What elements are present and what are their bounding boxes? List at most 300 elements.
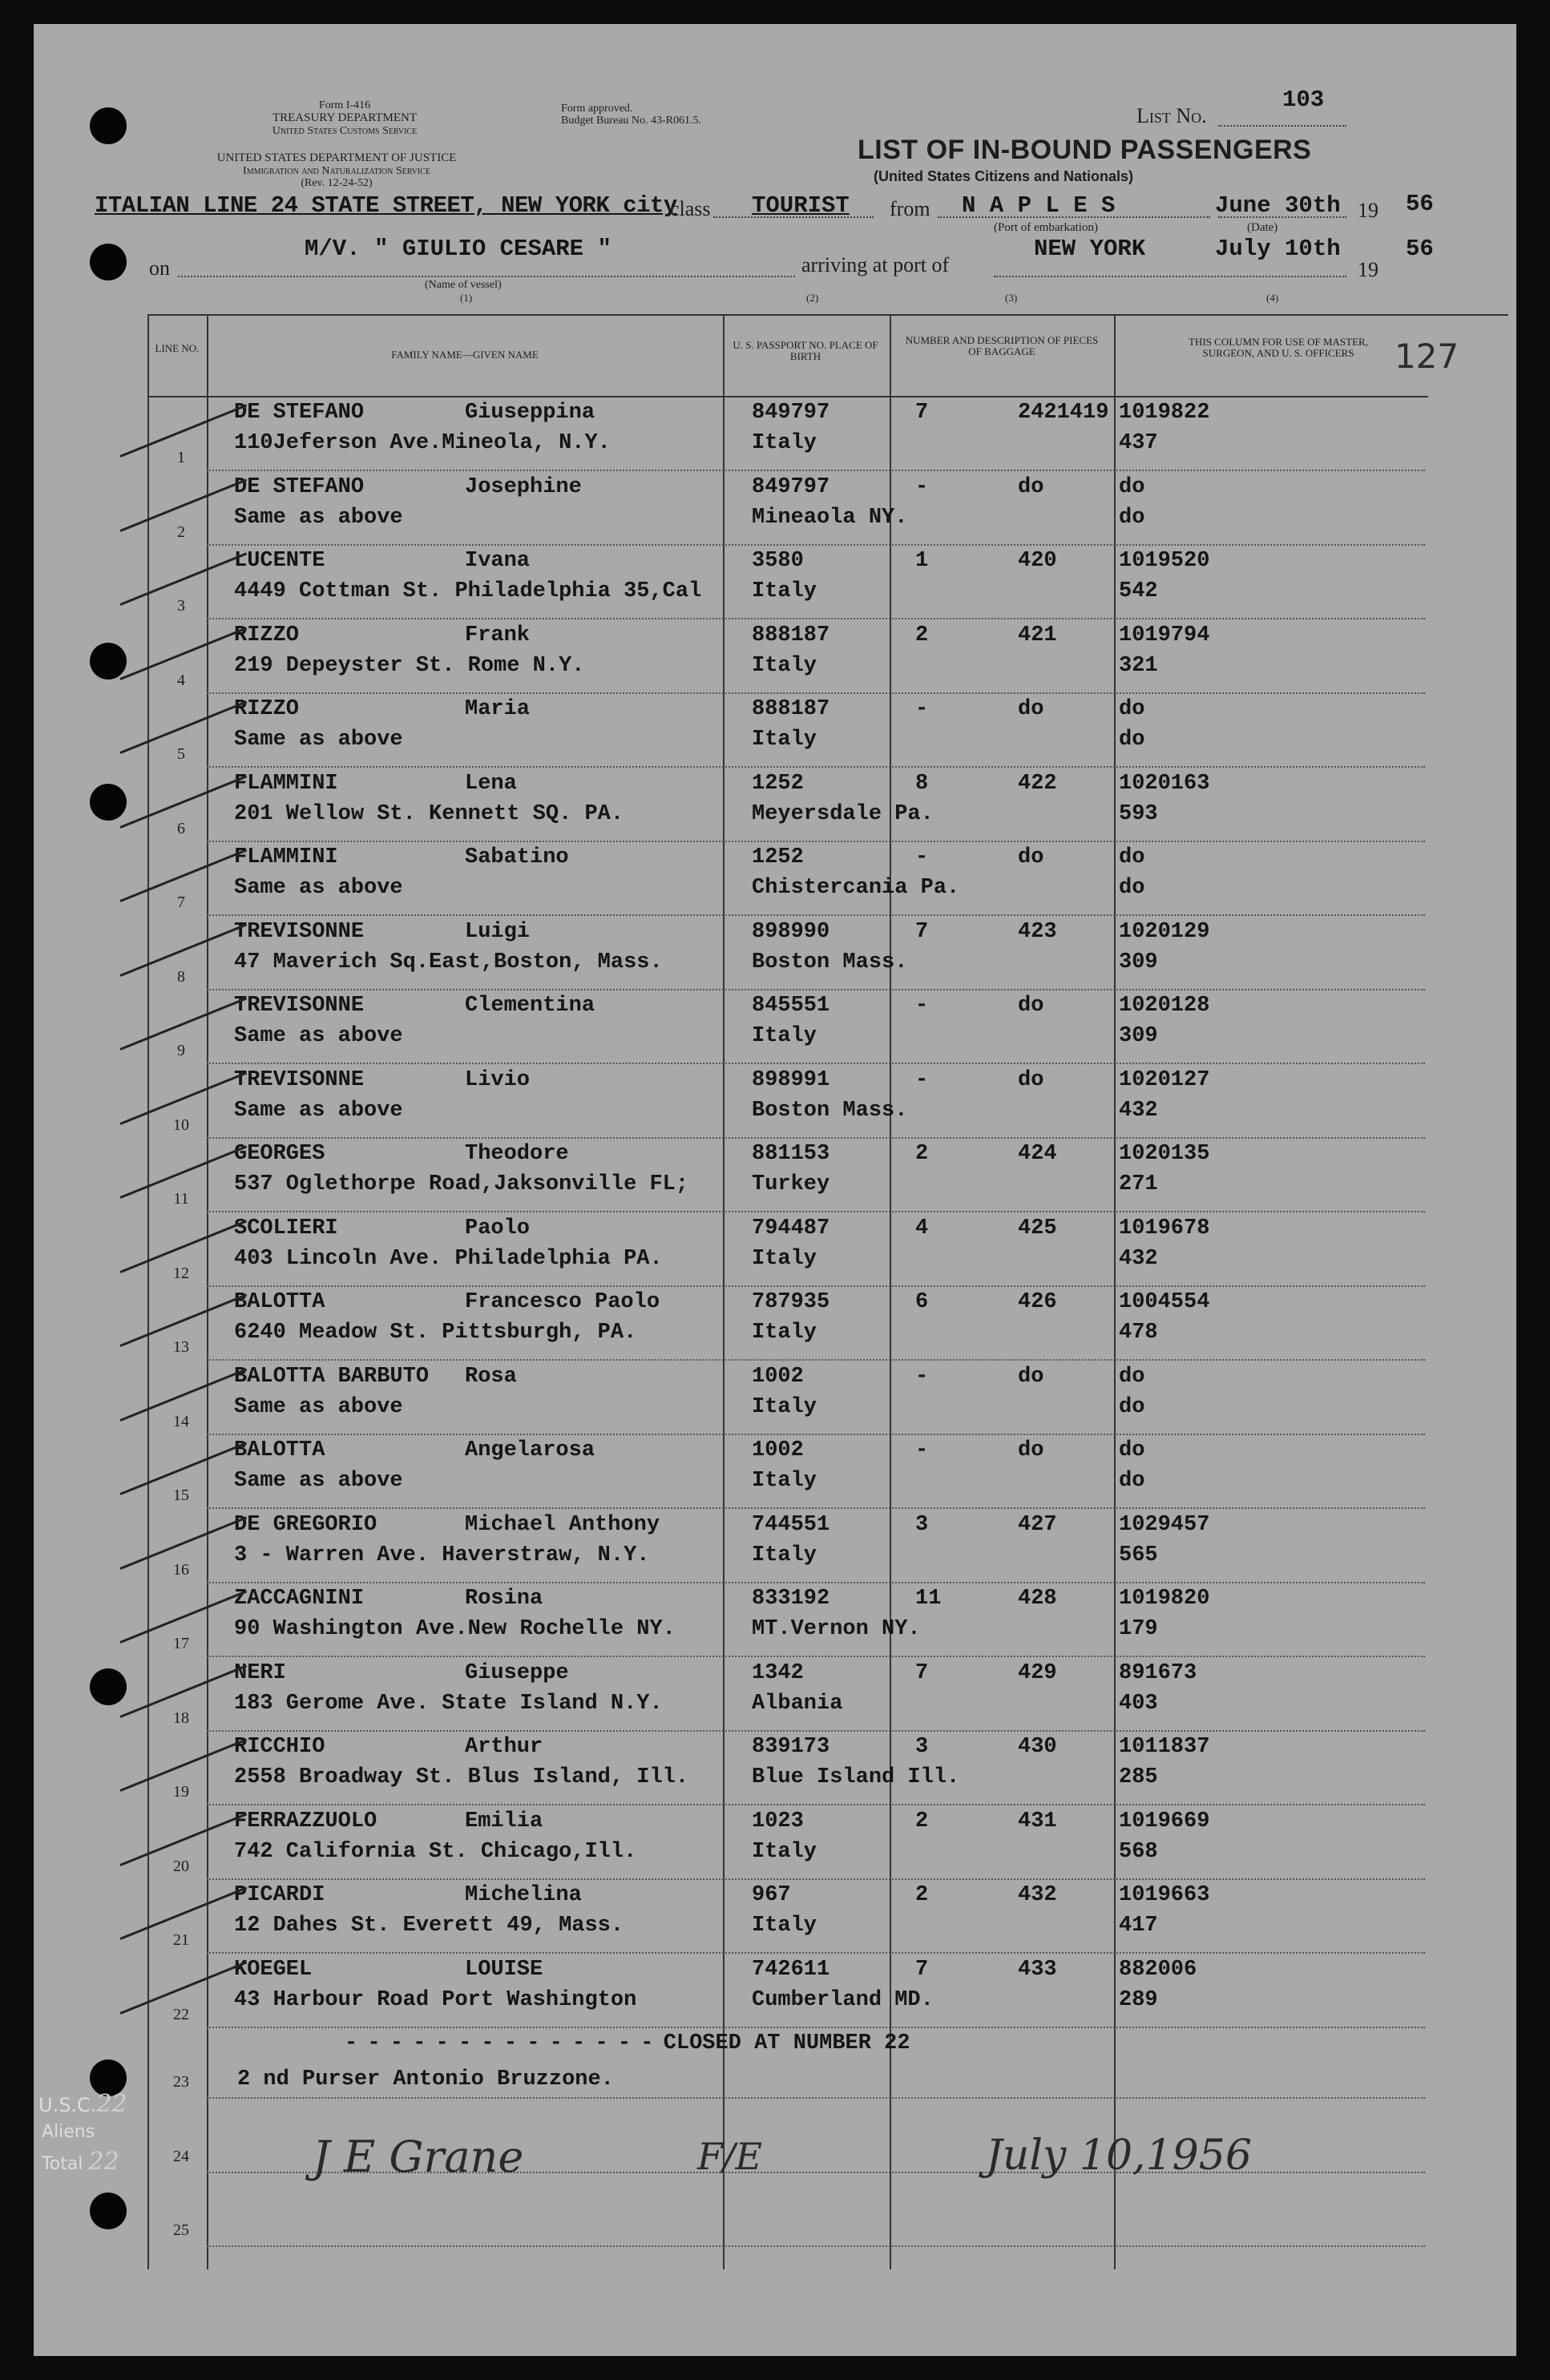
place-of-birth: Italy — [752, 653, 817, 678]
baggage-description: 426 — [1018, 1290, 1057, 1314]
baggage-pieces: 2 — [915, 1883, 929, 1907]
class-label: class — [670, 197, 711, 220]
given-name: Emilia — [465, 1809, 543, 1833]
address: Same as above — [234, 1469, 403, 1493]
address: Same as above — [234, 876, 403, 900]
binder-hole — [90, 107, 127, 144]
place-of-birth: Italy — [752, 1246, 817, 1271]
address: 742 California St. Chicago,Ill. — [234, 1839, 637, 1864]
officer-code: 289 — [1119, 1987, 1158, 2012]
passport-column-border — [723, 314, 725, 2269]
given-name: Livio — [465, 1067, 531, 1092]
officer-code: 478 — [1119, 1321, 1158, 1345]
baggage-column-border — [890, 314, 891, 2269]
row-divider — [207, 2245, 1425, 2247]
purser-line: 2 nd Purser Antonio Bruzzone. — [237, 2067, 614, 2092]
baggage-pieces: - — [915, 994, 929, 1018]
treasury-dept: TREASURY DEPARTMENT — [272, 111, 418, 124]
column-2-caption: (2) — [806, 292, 819, 304]
passport-number: 1002 — [752, 1364, 804, 1389]
row-divider — [207, 2097, 1425, 2099]
address: 110Jeferson Ave.Mineola, N.Y. — [234, 431, 611, 455]
given-name: Rosa — [465, 1364, 517, 1389]
vessel-line — [178, 276, 795, 277]
line-number: 11 — [173, 1190, 189, 1208]
officer-number: do — [1119, 1438, 1145, 1462]
place-of-birth: Italy — [752, 1321, 817, 1345]
row-divider — [207, 1359, 1425, 1361]
line-number: 13 — [173, 1338, 189, 1356]
given-name: Theodore — [465, 1142, 569, 1166]
place-of-birth: Boston Mass. — [752, 950, 908, 974]
passport-number: 845551 — [752, 994, 830, 1018]
place-of-birth: Italy — [752, 1839, 817, 1864]
officer-number: 1019678 — [1119, 1216, 1210, 1240]
baggage-pieces: 7 — [915, 919, 929, 944]
row-divider — [207, 1730, 1425, 1732]
given-name: Clementina — [465, 994, 595, 1018]
baggage-description: do — [1018, 697, 1044, 721]
address: Same as above — [234, 1098, 403, 1123]
col-family-name: FAMILY NAME—GIVEN NAME — [391, 349, 539, 361]
family-name: GEORGES — [234, 1142, 325, 1166]
baggage-description: do — [1018, 1438, 1044, 1462]
passport-number: 967 — [752, 1883, 791, 1907]
place-of-birth: Italy — [752, 1394, 817, 1419]
table-top-border — [147, 314, 1508, 316]
list-no-label: List No. — [1136, 104, 1207, 127]
officer-number: 1019669 — [1119, 1809, 1210, 1833]
given-name: Maria — [465, 697, 531, 721]
family-name: DE GREGORIO — [234, 1512, 377, 1537]
officer-number: 1020129 — [1119, 919, 1210, 944]
officer-code: 403 — [1119, 1691, 1158, 1716]
baggage-pieces: - — [915, 1364, 929, 1389]
baggage-description: 2421419 — [1018, 401, 1109, 425]
officer-code: 271 — [1119, 1172, 1158, 1196]
passport-number: 898990 — [752, 919, 830, 944]
officer-number: do — [1119, 1364, 1145, 1389]
baggage-pieces: 7 — [915, 1660, 929, 1685]
signature: J E Grane — [313, 2132, 524, 2182]
officer-code: 437 — [1119, 431, 1158, 455]
given-name: Michelina — [465, 1883, 582, 1907]
passport-number: 742611 — [752, 1957, 830, 1982]
family-name: RIZZO — [234, 697, 300, 721]
baggage-description: do — [1018, 845, 1044, 869]
binder-hole — [90, 643, 127, 680]
list-number: 103 — [1282, 87, 1325, 113]
total-value: 22 — [88, 2148, 119, 2176]
place-of-birth: Italy — [752, 431, 817, 455]
address: 403 Lincoln Ave. Philadelphia PA. — [234, 1246, 663, 1271]
list-no-line — [1218, 125, 1346, 127]
row-divider — [207, 766, 1425, 768]
baggage-description: 427 — [1018, 1512, 1057, 1537]
baggage-pieces: 8 — [915, 771, 929, 796]
officer-number: 1004554 — [1119, 1290, 1210, 1314]
officer-code: 285 — [1119, 1765, 1158, 1789]
baggage-pieces: 6 — [915, 1290, 929, 1314]
address: Same as above — [234, 1024, 403, 1048]
line-number: 20 — [173, 1857, 189, 1875]
officer-code: do — [1119, 728, 1145, 752]
baggage-pieces: - — [915, 1438, 929, 1462]
baggage-pieces: - — [915, 697, 929, 721]
given-name: LOUISE — [465, 1957, 543, 1982]
ins-name: Immigration and Naturalization Service — [243, 165, 430, 177]
arriving-label: arriving at port of — [801, 253, 950, 276]
line-number: 9 — [177, 1042, 185, 1059]
row-divider — [207, 1952, 1425, 1954]
baggage-description: do — [1018, 1364, 1044, 1389]
family-name: BALOTTA — [234, 1290, 325, 1314]
row-divider — [207, 1285, 1425, 1287]
place-of-birth: Blue Island Ill. — [752, 1765, 960, 1789]
officer-number: do — [1119, 845, 1145, 869]
given-name: Luigi — [465, 919, 531, 944]
row-divider — [207, 841, 1425, 842]
officer-code: 542 — [1119, 579, 1158, 603]
place-of-birth: Boston Mass. — [752, 1098, 908, 1123]
line-number: 19 — [173, 1783, 189, 1801]
baggage-description: 424 — [1018, 1142, 1057, 1166]
line-number: 14 — [173, 1412, 189, 1430]
binder-hole — [90, 2192, 127, 2229]
officer-code: 179 — [1119, 1617, 1158, 1641]
place-of-birth: Italy — [752, 1543, 817, 1567]
baggage-pieces: - — [915, 1067, 929, 1092]
baggage-description: 432 — [1018, 1883, 1057, 1907]
line-number: 5 — [177, 745, 185, 763]
form-number: Form I-416 — [318, 99, 371, 111]
family-name: PICARDI — [234, 1883, 325, 1907]
family-name: NERI — [234, 1660, 286, 1685]
budget-bureau: Budget Bureau No. 43-R061.5. — [561, 115, 701, 127]
place-of-birth: Italy — [752, 1469, 817, 1493]
row-divider — [207, 1582, 1425, 1583]
baggage-pieces: 4 — [915, 1216, 929, 1240]
address: 90 Washington Ave.New Rochelle NY. — [234, 1617, 676, 1641]
officer-code: do — [1119, 876, 1145, 900]
officer-code: 593 — [1119, 801, 1158, 826]
officer-number: 882006 — [1119, 1957, 1197, 1982]
col-baggage: NUMBER AND DESCRIPTION OF PIECES OF BAGGAGE — [905, 334, 1099, 357]
baggage-pieces: - — [915, 474, 929, 499]
from-label: from — [890, 197, 930, 220]
baggage-description: do — [1018, 994, 1044, 1018]
baggage-description: 430 — [1018, 1735, 1057, 1759]
port-of-embarkation: N A P L E S — [962, 192, 1116, 219]
line-number: 6 — [177, 819, 185, 837]
passport-number: 888187 — [752, 623, 830, 647]
on-label: on — [149, 256, 170, 280]
row-divider — [207, 914, 1425, 916]
justice-dept: UNITED STATES DEPARTMENT OF JUSTICE — [216, 151, 457, 164]
passport-number: 888187 — [752, 697, 830, 721]
binder-hole — [90, 1668, 127, 1705]
baggage-pieces: - — [915, 845, 929, 869]
officer-code: 568 — [1119, 1839, 1158, 1864]
address: Same as above — [234, 1394, 403, 1419]
line-number: 24 — [173, 2147, 189, 2165]
family-name: ZACCAGNINI — [234, 1587, 365, 1611]
total-count — [42, 2148, 119, 2176]
family-name: BALOTTA BARBUTO — [234, 1364, 430, 1389]
binder-hole — [90, 244, 127, 280]
family-name: TREVISONNE — [234, 994, 365, 1018]
family-name: TREVISONNE — [234, 919, 365, 944]
officer-number: 1011837 — [1119, 1735, 1210, 1759]
signature-date: July 10,1956 — [986, 2132, 1252, 2180]
officer-number: do — [1119, 697, 1145, 721]
line-number: 21 — [173, 1931, 189, 1949]
baggage-pieces: 7 — [915, 401, 929, 425]
table-header-border — [147, 396, 1428, 397]
officer-code: 321 — [1119, 653, 1158, 678]
baggage-pieces: 2 — [915, 1142, 929, 1166]
arrival-date: July 10th — [1215, 236, 1341, 262]
given-name: Ivana — [465, 549, 531, 573]
closed-notice: - - - - - - - - - - - - - - CLOSED AT NUMBER 22 — [345, 2031, 910, 2055]
address: Same as above — [234, 505, 403, 530]
officer-number: 1020163 — [1119, 771, 1210, 796]
officer-code: 309 — [1119, 1024, 1158, 1048]
officer-number: do — [1119, 474, 1145, 499]
place-of-birth: Meyersdale Pa. — [752, 801, 934, 826]
line-number: 8 — [177, 967, 185, 986]
family-name: SCOLIERI — [234, 1216, 338, 1240]
usc-value: 22 — [96, 2090, 127, 2118]
col-line-no: LINE NO. — [155, 342, 200, 354]
table-left-border — [147, 314, 149, 2269]
baggage-pieces: 3 — [915, 1735, 929, 1759]
place-of-birth: MT.Vernon NY. — [752, 1617, 921, 1641]
given-name: Rosina — [465, 1587, 543, 1611]
baggage-description: do — [1018, 474, 1044, 499]
officer-number: 1020127 — [1119, 1067, 1210, 1092]
officer-code: do — [1119, 1469, 1145, 1493]
officer-number: 1029457 — [1119, 1512, 1210, 1537]
baggage-description: 428 — [1018, 1587, 1057, 1611]
baggage-pieces: 11 — [915, 1587, 942, 1611]
departure-date: June 30th — [1215, 192, 1341, 219]
line-number: 23 — [173, 2073, 189, 2091]
family-name: FERRAZZUOLO — [234, 1809, 377, 1833]
baggage-description: do — [1018, 1067, 1044, 1092]
row-divider — [207, 1878, 1425, 1880]
passport-number: 744551 — [752, 1512, 830, 1537]
passport-number: 1252 — [752, 845, 804, 869]
arrival-year: 56 — [1406, 236, 1434, 262]
place-of-birth: Mineaola NY. — [752, 505, 908, 530]
place-of-birth: Albania — [752, 1691, 843, 1716]
baggage-description: 420 — [1018, 549, 1057, 573]
row-divider — [207, 2027, 1425, 2028]
line-number: 15 — [173, 1486, 189, 1504]
place-of-birth: Italy — [752, 1024, 817, 1048]
passport-number: 881153 — [752, 1142, 830, 1166]
passport-number: 849797 — [752, 474, 830, 499]
place-of-birth: Turkey — [752, 1172, 830, 1196]
given-name: Paolo — [465, 1216, 531, 1240]
family-name: DE STEFANO — [234, 401, 365, 425]
officer-code: do — [1119, 1394, 1145, 1419]
given-name: Angelarosa — [465, 1438, 595, 1462]
row-divider — [207, 544, 1425, 546]
arrival-port: NEW YORK — [1034, 236, 1146, 262]
row-divider — [207, 1507, 1425, 1509]
family-name: TREVISONNE — [234, 1067, 365, 1092]
line-number: 22 — [173, 2005, 189, 2023]
row-divider — [207, 470, 1425, 471]
address: 219 Depeyster St. Rome N.Y. — [234, 653, 585, 678]
address: 43 Harbour Road Port Washington — [234, 1987, 637, 2012]
date-caption: (Date) — [1247, 221, 1278, 234]
line-number: 7 — [177, 894, 185, 911]
officers-column-border — [1114, 314, 1116, 2269]
baggage-pieces: 3 — [915, 1512, 929, 1537]
row-divider — [207, 1656, 1425, 1657]
row-divider — [207, 692, 1425, 694]
total-label: Total — [42, 2154, 83, 2174]
baggage-pieces: 2 — [915, 1809, 929, 1833]
row-divider — [207, 989, 1425, 990]
place-of-birth: Italy — [752, 728, 817, 752]
vessel-caption-number: (1) — [460, 292, 473, 304]
col-passport: U. S. PASSPORT NO. PLACE OF BIRTH — [733, 339, 878, 362]
officer-number: 1019822 — [1119, 401, 1210, 425]
officer-code: do — [1119, 505, 1145, 530]
line-number: 2 — [177, 522, 185, 541]
passport-number: 849797 — [752, 401, 830, 425]
passport-number: 1002 — [752, 1438, 804, 1462]
given-name: Lena — [465, 771, 517, 796]
officer-code: 432 — [1119, 1098, 1158, 1123]
row-divider — [207, 1137, 1425, 1139]
customs-service: United States Customs Service — [272, 125, 418, 137]
address: Same as above — [234, 728, 403, 752]
vessel-name: M/V. " GIULIO CESARE " — [305, 236, 612, 262]
place-of-birth: Cumberland MD. — [752, 1987, 934, 2012]
baggage-description: 431 — [1018, 1809, 1057, 1833]
baggage-pieces: 2 — [915, 623, 929, 647]
row-divider — [207, 1063, 1425, 1064]
binder-hole — [90, 784, 127, 821]
sheet-number: 127 — [1395, 337, 1459, 376]
passport-number: 839173 — [752, 1735, 830, 1759]
officer-code: 309 — [1119, 950, 1158, 974]
address: 47 Maverich Sq.East,Boston, Mass. — [234, 950, 663, 974]
place-of-birth: Italy — [752, 579, 817, 603]
baggage-description: 429 — [1018, 1660, 1057, 1685]
passport-number: 3580 — [752, 549, 804, 573]
line-number: 25 — [173, 2221, 189, 2239]
family-name: FLAMMINI — [234, 771, 338, 796]
place-of-birth: Italy — [752, 1914, 817, 1938]
baggage-pieces: 7 — [915, 1957, 929, 1982]
aliens-label: Aliens — [42, 2122, 95, 2142]
arrival-port-line — [994, 276, 1346, 277]
officer-number: 1020128 — [1119, 994, 1210, 1018]
line-number: 4 — [177, 671, 185, 689]
line-number: 12 — [173, 1264, 189, 1282]
vessel-caption: (Name of vessel) — [425, 279, 502, 291]
line-number: 18 — [173, 1708, 189, 1727]
address: 183 Gerome Ave. State Island N.Y. — [234, 1691, 663, 1716]
column-4-caption: (4) — [1266, 292, 1279, 304]
passport-number: 794487 — [752, 1216, 830, 1240]
baggage-description: 433 — [1018, 1957, 1057, 1982]
officer-code: 565 — [1119, 1543, 1158, 1567]
form-subtitle: (United States Citizens and Nationals) — [874, 168, 1134, 184]
officer-code: 417 — [1119, 1914, 1158, 1938]
passport-number: 787935 — [752, 1290, 830, 1314]
column-3-caption: (3) — [1005, 292, 1018, 304]
line-number: 17 — [173, 1635, 189, 1652]
given-name: Michael Anthony — [465, 1512, 660, 1537]
family-name: BALOTTA — [234, 1438, 325, 1462]
family-name: LUCENTE — [234, 549, 325, 573]
passport-number: 1342 — [752, 1660, 804, 1685]
class-value: TOURIST — [752, 192, 850, 219]
baggage-description: 425 — [1018, 1216, 1057, 1240]
arrival-year-prefix: 19 — [1358, 258, 1378, 281]
passport-number: 1252 — [752, 771, 804, 796]
officer-number: 1020135 — [1119, 1142, 1210, 1166]
address: 4449 Cottman St. Philadelphia 35,Cal — [234, 579, 702, 603]
closed-at-number: CLOSED AT NUMBER 22 — [663, 2031, 910, 2055]
form-title: LIST OF IN-BOUND PASSENGERS — [858, 135, 1312, 165]
family-name: FLAMMINI — [234, 845, 338, 869]
address: 3 - Warren Ave. Haverstraw, N.Y. — [234, 1543, 650, 1567]
family-name: RIZZO — [234, 623, 300, 647]
officer-number: 1019820 — [1119, 1587, 1210, 1611]
given-name: Francesco Paolo — [465, 1290, 660, 1314]
row-divider — [207, 1434, 1425, 1435]
officer-number: 1019663 — [1119, 1883, 1210, 1907]
given-name: Arthur — [465, 1735, 543, 1759]
year-prefix: 19 — [1358, 199, 1378, 222]
given-name: Sabatino — [465, 845, 569, 869]
officer-code: 432 — [1119, 1246, 1158, 1271]
row-divider — [207, 618, 1425, 619]
passport-number: 833192 — [752, 1587, 830, 1611]
usc-count — [38, 2090, 127, 2118]
officer-number: 1019794 — [1119, 623, 1210, 647]
baggage-description: 421 — [1018, 623, 1057, 647]
departure-year: 56 — [1406, 191, 1434, 217]
usc-label: U.S.C. — [38, 2094, 97, 2116]
baggage-description: 422 — [1018, 771, 1057, 796]
given-name: Giuseppina — [465, 401, 595, 425]
baggage-pieces: 1 — [915, 549, 929, 573]
passport-number: 1023 — [752, 1809, 804, 1833]
given-name: Josephine — [465, 474, 582, 499]
officer-number: 891673 — [1119, 1660, 1197, 1685]
signature-suffix: F/E — [697, 2135, 762, 2178]
form-revision: (Rev. 12-24-52) — [301, 177, 373, 189]
line-number: 1 — [177, 449, 185, 466]
passport-number: 898991 — [752, 1067, 830, 1092]
address: 2558 Broadway St. Blus Island, Ill. — [234, 1765, 689, 1789]
address: 6240 Meadow St. Pittsburgh, PA. — [234, 1321, 637, 1345]
family-name: KOEGEL — [234, 1957, 313, 1982]
given-name: Frank — [465, 623, 531, 647]
given-name: Giuseppe — [465, 1660, 569, 1685]
place-of-birth: Chistercania Pa. — [752, 876, 960, 900]
family-name: DE STEFANO — [234, 474, 365, 499]
